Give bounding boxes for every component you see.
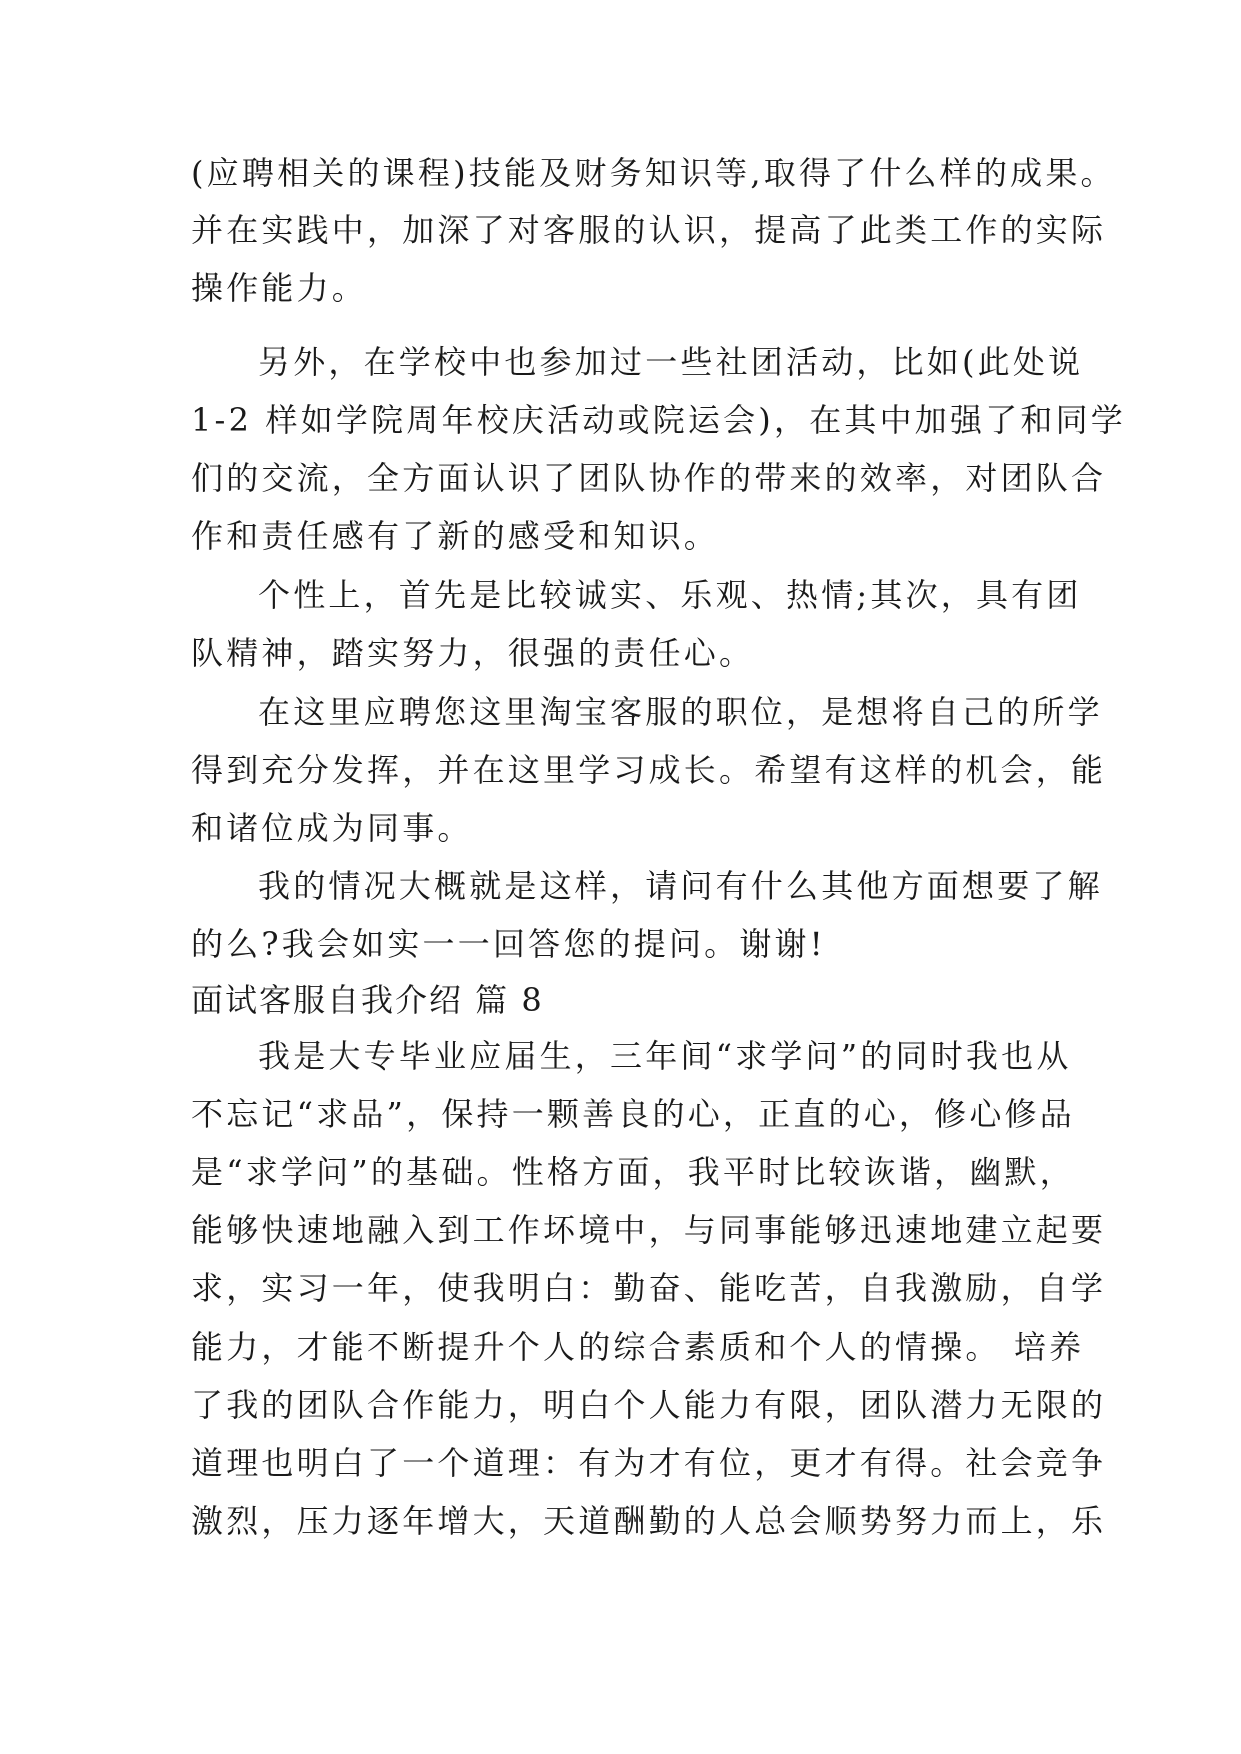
text-line: 的么?我会如实一一回答您的提问。谢谢!: [191, 925, 826, 963]
text-line: 能够快速地融入到工作坏境中，与同事能够迅速地建立起要: [191, 1211, 1107, 1249]
text-line: 和诸位成为同事。: [191, 809, 473, 847]
text-line: 操作能力。: [191, 269, 368, 307]
text-line: 队精神，踏实努力，很强的责任心。: [191, 634, 755, 672]
paragraph-first-line: 在这里应聘您这里淘宝客服的职位，是想将自己的所学: [258, 693, 1103, 731]
text-line: 并在实践中，加深了对客服的认识，提高了此类工作的实际: [191, 211, 1107, 249]
text-line: (应聘相关的课程)技能及财务知识等,取得了什么样的成果。: [191, 154, 1116, 192]
text-line: 作和责任感有了新的感受和知识。: [191, 517, 720, 555]
text-line: 1-2 样如学院周年校庆活动或院运会)，在其中加强了和同学: [191, 401, 1126, 439]
text-line: 得到充分发挥，并在这里学习成长。希望有这样的机会，能: [191, 751, 1107, 789]
text-line: 求，实习一年，使我明白：勤奋、能吃苦，自我激励，自学: [191, 1269, 1107, 1307]
paragraph-first-line: 个性上，首先是比较诚实、乐观、热情;其次，具有团: [258, 576, 1082, 614]
text-line: 不忘记“求品”，保持一颗善良的心，正直的心，修心修品: [191, 1095, 1075, 1133]
section-heading: 面试客服自我介绍 篇 8: [191, 981, 544, 1019]
paragraph-first-line: 我是大专毕业应届生，三年间“求学问”的同时我也从: [258, 1037, 1072, 1075]
paragraph-first-line: 另外，在学校中也参加过一些社团活动，比如(此处说: [258, 343, 1084, 381]
text-line: 道理也明白了一个道理：有为才有位，更才有得。社会竞争: [191, 1444, 1107, 1482]
text-line: 们的交流，全方面认识了团队协作的带来的效率，对团队合: [191, 459, 1107, 497]
paragraph-first-line: 我的情况大概就是这样，请问有什么其他方面想要了解: [258, 867, 1103, 905]
text-line: 激烈，压力逐年增大，天道酬勤的人总会顺势努力而上，乐: [191, 1502, 1107, 1540]
text-line: 了我的团队合作能力，明白个人能力有限，团队潜力无限的: [191, 1386, 1107, 1424]
text-line: 能力，才能不断提升个人的综合素质和个人的情操。 培养: [191, 1328, 1085, 1366]
text-line: 是“求学问”的基础。性格方面，我平时比较诙谐，幽默，: [191, 1153, 1075, 1191]
